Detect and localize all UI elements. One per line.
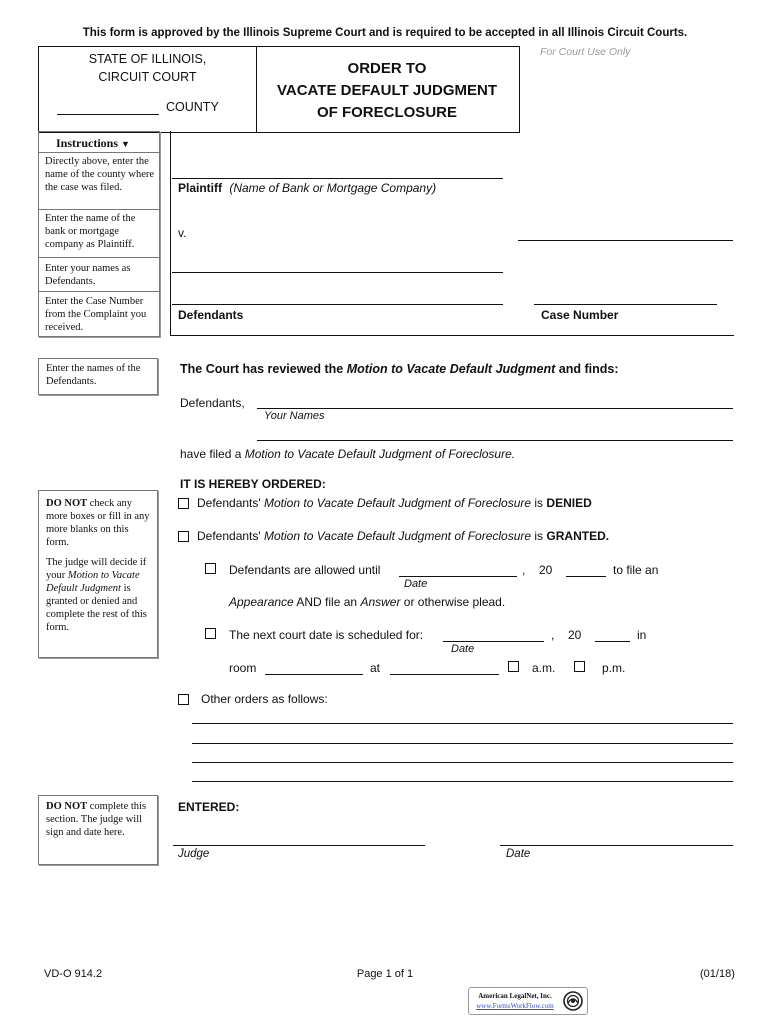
instruction-defendants: Enter your names as Defendants. — [45, 263, 131, 287]
caret-down-icon: ▼ — [121, 139, 130, 149]
pm-checkbox[interactable] — [574, 661, 585, 672]
findings-defendants-label: Defendants, — [180, 396, 245, 410]
order-heading: IT IS HEREBY ORDERED: — [180, 477, 326, 491]
form-title-line1: ORDER TO — [347, 60, 427, 77]
judge-label: Judge — [178, 848, 210, 860]
next-court-in-label: in — [637, 628, 647, 642]
am-checkbox[interactable] — [508, 661, 519, 672]
side-note-do-not-check: DO NOT check any more boxes or fill in any more blanks on this form. — [46, 498, 150, 548]
your-names-input-line[interactable] — [257, 408, 733, 409]
instructions-heading[interactable] — [56, 136, 130, 151]
next-court-date-hint: Date — [451, 643, 475, 655]
granted-text: Defendants' Motion to Vacate Default Judgment of Foreclosure is GRANTED. — [197, 529, 610, 543]
to-file-an-label: to file an — [613, 563, 659, 577]
next-court-date-checkbox[interactable] — [205, 628, 216, 639]
caption-vertical-rule — [170, 131, 171, 335]
your-names-input-line-2[interactable] — [257, 440, 733, 441]
form-id: VD-O 914.2 — [44, 968, 103, 980]
denied-checkbox[interactable] — [178, 498, 189, 509]
side-note-do-not-complete: DO NOT complete this section. The judge will sign and date here. — [46, 801, 147, 838]
other-orders-line-4[interactable] — [192, 781, 733, 782]
pm-label: p.m. — [602, 661, 626, 675]
other-orders-label: Other orders as follows: — [201, 692, 328, 706]
state-label: STATE OF ILLINOIS, — [88, 52, 207, 66]
instructions-heading-text: Instructions — [56, 136, 119, 150]
defendants-label: Defendants — [178, 308, 244, 322]
at-label: at — [370, 661, 381, 675]
findings-intro: The Court has reviewed the Motion to Vacate Default Judgment and finds: — [180, 362, 619, 376]
other-orders-line-1[interactable] — [192, 723, 733, 724]
publisher-logo-icon — [563, 991, 583, 1011]
case-number-label: Case Number — [541, 308, 619, 322]
appearance-text: Appearance AND file an Answer or otherwise plead. — [229, 595, 506, 609]
other-orders-checkbox[interactable] — [178, 694, 189, 705]
next-court-year-input[interactable] — [595, 641, 630, 642]
plaintiff-hint: (Name of Bank or Mortgage Company) — [229, 181, 437, 195]
publisher-name: American LegalNet, Inc. — [478, 992, 552, 1000]
side-note-names: Enter the names of the Defendants. — [46, 363, 141, 387]
denied-text: Defendants' Motion to Vacate Default Judgment of Foreclosure is DENIED — [197, 496, 592, 510]
publisher-link[interactable]: www.FormsWorkFlow.com — [476, 1002, 554, 1010]
entered-date-label: Date — [506, 848, 531, 860]
plaintiff-label-row — [178, 181, 436, 195]
defendant-input-line-2[interactable] — [172, 304, 503, 305]
allowed-until-label: Defendants are allowed until — [229, 563, 381, 577]
county-input-line[interactable] — [57, 114, 159, 115]
court-use-label: For Court Use Only — [540, 46, 631, 58]
court-use-divider — [518, 240, 733, 241]
entered-date-line[interactable] — [500, 845, 733, 846]
publisher-badge[interactable] — [468, 987, 588, 1015]
findings-filed-text: have filed a Motion to Vacate Default Judgment of Foreclosure. — [180, 447, 516, 461]
plaintiff-label: Plaintiff — [178, 181, 222, 195]
page-number: Page 1 of 1 — [356, 968, 414, 980]
form-title-line3: OF FORECLOSURE — [316, 104, 457, 121]
side-note-judge-decide: The judge will decide if your Motion to Vacate Default Judgment is granted or denied and complete the rest of this form. — [46, 557, 147, 633]
allowed-until-date-input[interactable] — [399, 576, 517, 577]
other-orders-line-3[interactable] — [192, 762, 733, 763]
instruction-case-number: Enter the Case Number from the Complaint you received. — [45, 296, 147, 333]
granted-checkbox[interactable] — [178, 531, 189, 542]
room-label: room — [229, 661, 257, 675]
your-names-hint: Your Names — [264, 410, 325, 422]
form-title-line2: VACATE DEFAULT JUDGMENT — [277, 82, 497, 99]
county-label: COUNTY — [166, 100, 219, 114]
allowed-comma: , — [522, 563, 526, 577]
plaintiff-input-line[interactable] — [172, 178, 503, 179]
time-input[interactable] — [390, 674, 499, 675]
next-court-comma: , — [551, 628, 555, 642]
circuit-court-label-text: CIRCUIT COURT — [98, 70, 197, 84]
next-court-date-label: The next court date is scheduled for: — [229, 628, 424, 642]
entered-label: ENTERED: — [178, 800, 240, 814]
defendant-input-line-1[interactable] — [172, 272, 503, 273]
caption-bottom-rule — [170, 335, 734, 336]
other-orders-line-2[interactable] — [192, 743, 733, 744]
next-court-date-input[interactable] — [443, 641, 544, 642]
case-number-input-line[interactable] — [534, 304, 717, 305]
approval-notice: This form is approved by the Illinois Supreme Court and is required to be accepted in all Illinois Circuit Courts. — [82, 27, 688, 39]
allowed-year-prefix: 20 — [539, 563, 553, 577]
instruction-plaintiff: Enter the name of the bank or mortgage company as Plaintiff. — [45, 213, 136, 250]
judge-signature-line[interactable] — [173, 845, 425, 846]
next-court-year-prefix: 20 — [568, 628, 582, 642]
versus-label: v. — [178, 226, 187, 240]
allowed-date-hint: Date — [404, 578, 428, 590]
am-label: a.m. — [532, 661, 556, 675]
revision-date: (01/18) — [700, 968, 735, 980]
instruction-county: Directly above, enter the name of the county where the case was filed. — [45, 156, 155, 193]
allowed-year-input[interactable] — [566, 576, 606, 577]
room-input[interactable] — [265, 674, 363, 675]
allowed-until-checkbox[interactable] — [205, 563, 216, 574]
